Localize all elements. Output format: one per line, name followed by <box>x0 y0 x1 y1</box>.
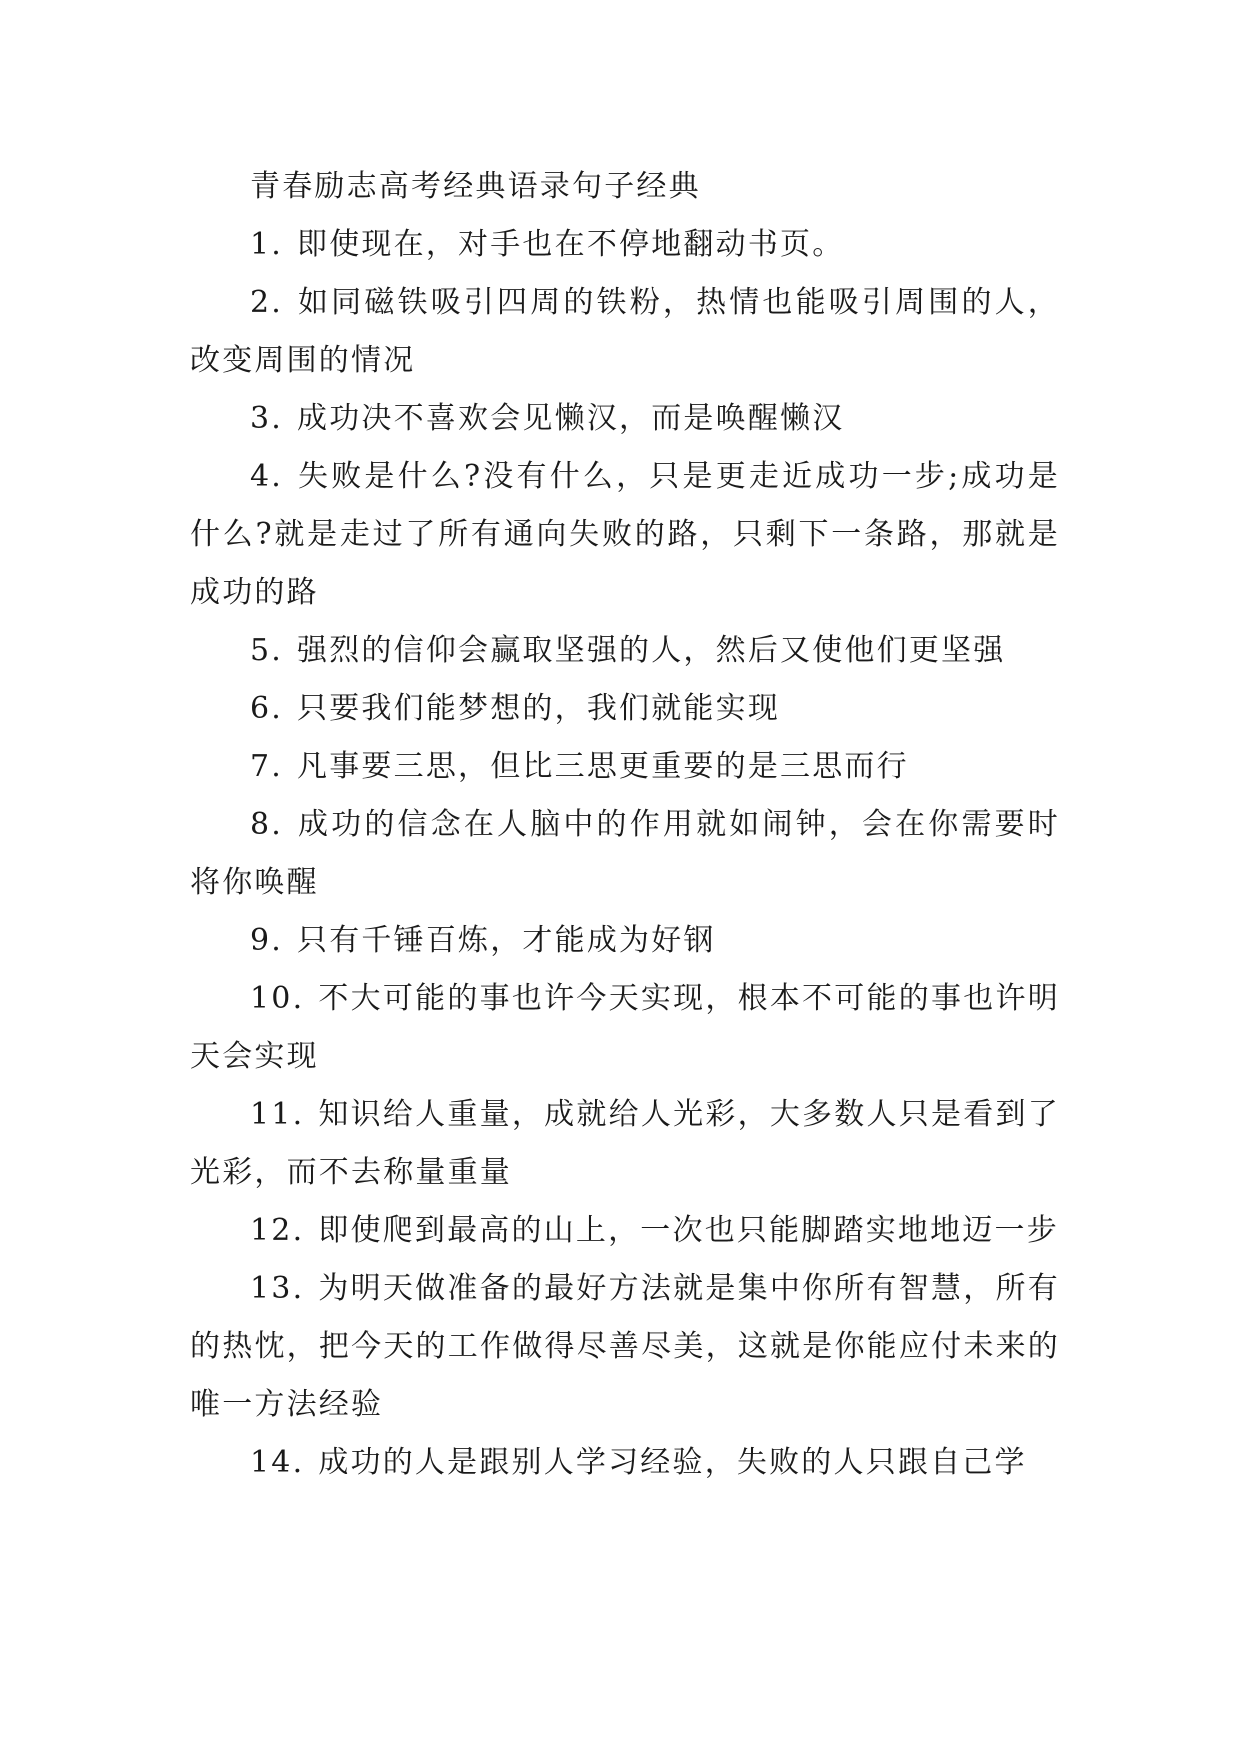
item-number: 14. <box>250 1445 305 1480</box>
item-text: 只有千锤百炼，才能成为好钢 <box>297 923 716 958</box>
list-item <box>190 796 1060 912</box>
item-text: 成功的人是跟别人学习经验，失败的人只跟自己学 <box>318 1445 1027 1480</box>
item-number: 1. <box>250 227 284 262</box>
list-item <box>190 970 1060 1086</box>
item-number: 4. <box>250 459 284 494</box>
item-number: 3. <box>250 401 284 436</box>
item-text: 即使爬到最高的山上，一次也只能脚踏实地地迈一步 <box>318 1213 1059 1248</box>
list-item <box>190 1202 1060 1260</box>
list-item <box>190 216 1060 274</box>
item-number: 9. <box>250 923 284 958</box>
list-item <box>190 1260 1060 1434</box>
item-text: 失败是什么?没有什么，只是更走近成功一步;成功是什么?就是走过了所有通向失败的路，只剩下一条路，那就是成功的路 <box>190 459 1060 610</box>
list-item <box>190 912 1060 970</box>
item-number: 5. <box>250 633 284 668</box>
item-number: 7. <box>250 749 284 784</box>
list-item <box>190 1086 1060 1202</box>
item-number: 13. <box>250 1271 305 1306</box>
item-number: 12. <box>250 1213 305 1248</box>
list-item <box>190 622 1060 680</box>
item-number: 6. <box>250 691 284 726</box>
item-text: 强烈的信仰会赢取坚强的人，然后又使他们更坚强 <box>297 633 1006 668</box>
item-text: 即使现在，对手也在不停地翻动书页。 <box>297 227 845 262</box>
list-item <box>190 738 1060 796</box>
document-title: 青春励志高考经典语录句子经典 <box>250 169 701 204</box>
item-number: 11. <box>250 1097 305 1132</box>
item-number: 2. <box>250 285 284 320</box>
item-text: 成功的信念在人脑中的作用就如闹钟，会在你需要时将你唤醒 <box>190 807 1060 900</box>
item-number: 8. <box>250 807 284 842</box>
list-item <box>190 274 1060 390</box>
item-text: 知识给人重量，成就给人光彩，大多数人只是看到了光彩，而不去称量重量 <box>190 1097 1060 1190</box>
list-item <box>190 390 1060 448</box>
item-number: 10. <box>250 981 305 1016</box>
item-text: 成功决不喜欢会见懒汉，而是唤醒懒汉 <box>297 401 845 436</box>
list-item <box>190 680 1060 738</box>
item-text: 凡事要三思，但比三思更重要的是三思而行 <box>297 749 909 784</box>
document-body <box>190 158 1060 1492</box>
item-text: 只要我们能梦想的，我们就能实现 <box>297 691 781 726</box>
list-item <box>190 1434 1060 1492</box>
item-text: 为明天做准备的最好方法就是集中你所有智慧，所有的热忱，把今天的工作做得尽善尽美，这就是你能应付未来的唯一方法经验 <box>190 1271 1060 1422</box>
list-item <box>190 448 1060 622</box>
item-text: 如同磁铁吸引四周的铁粉，热情也能吸引周围的人，改变周围的情况 <box>190 285 1060 378</box>
item-text: 不大可能的事也许今天实现，根本不可能的事也许明天会实现 <box>190 981 1060 1074</box>
